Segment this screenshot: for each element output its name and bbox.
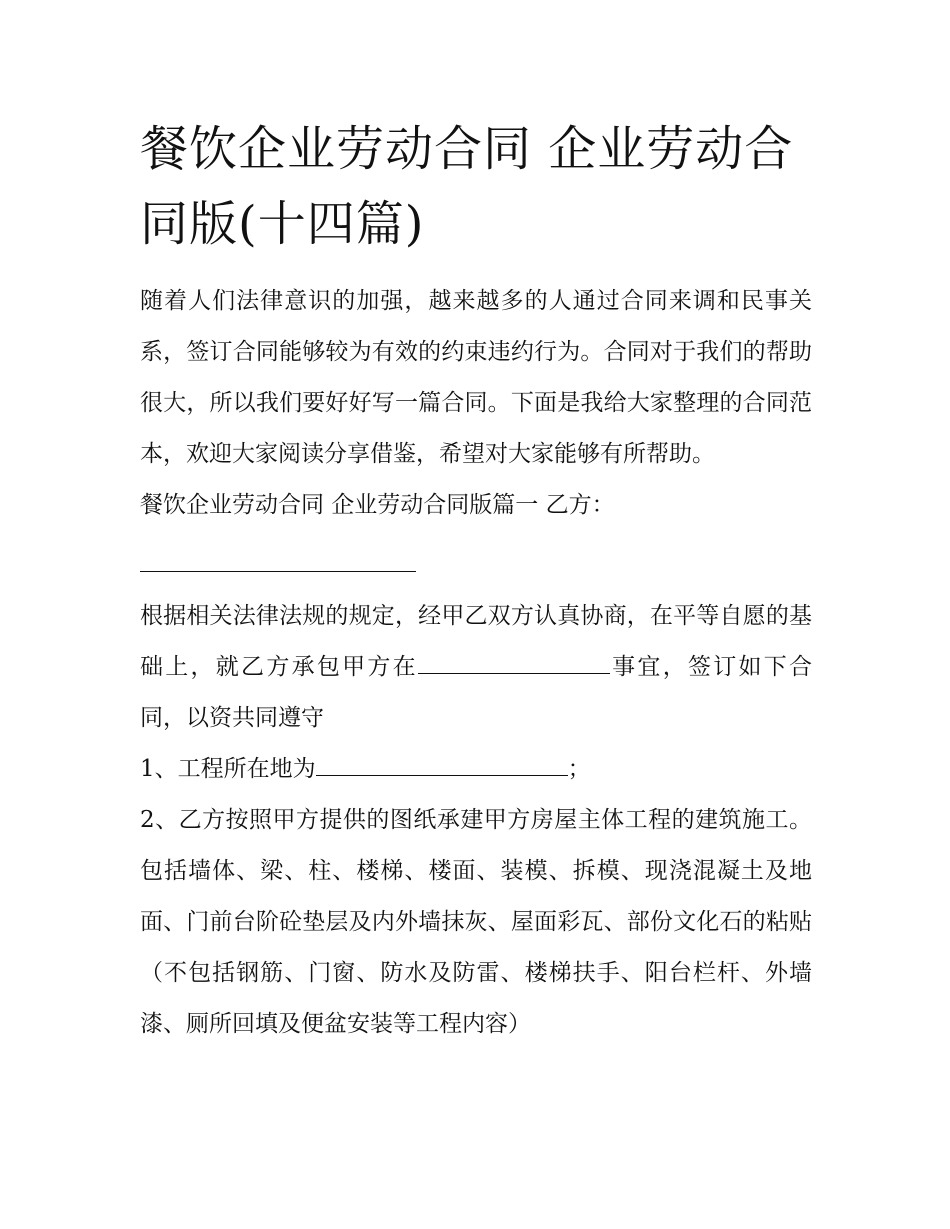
basis-text-end: 事宜，签订如下合同，以资共同遵守 — [140, 654, 813, 731]
document-page — [140, 112, 812, 1050]
document-title: 餐饮企业劳动合同 企业劳动合同版(十四篇) — [140, 121, 794, 252]
clause-2: 2、乙方按照甲方提供的图纸承建甲方房屋主体工程的建筑施工。包括墙体、梁、柱、楼梯、楼面、装模、拆模、现浇混凝土及地面、门前台阶砼垫层及内外墙抹灰、屋面彩瓦、部份文化石的粘贴（不包括钢筋、门窗、防水及防雷、楼梯扶手、阳台栏杆、外墙漆、厕所回填及便盆安装等工程内容） — [140, 807, 812, 1037]
intro-paragraph: 随着人们法律意识的加强，越来越多的人通过合同来调和民事关系，签订合同能够较为有效的约束违约行为。合同对于我们的帮助很大，所以我们要好好写一篇合同。下面是我给大家整理的合同范本，欢迎大家阅读分享借鉴，希望对大家能够有所帮助。 — [140, 288, 812, 467]
project-location-blank — [316, 751, 568, 776]
section-heading: 餐饮企业劳动合同 企业劳动合同版篇一 乙方： — [140, 492, 615, 518]
clause-1-text: 1、工程所在地为 — [140, 756, 316, 782]
basis-paragraph — [140, 591, 812, 744]
basis-text-start: 根据相关法律法规的规定，经甲乙双方认真协商，在平等自愿的基础上，就乙方承包甲方在 — [140, 603, 812, 680]
contract-matter-blank — [418, 649, 610, 674]
clause-1-end: ； — [567, 756, 591, 782]
clause-1 — [140, 744, 812, 795]
party-b-blank-line — [140, 531, 812, 591]
party-b-blank — [140, 531, 416, 572]
